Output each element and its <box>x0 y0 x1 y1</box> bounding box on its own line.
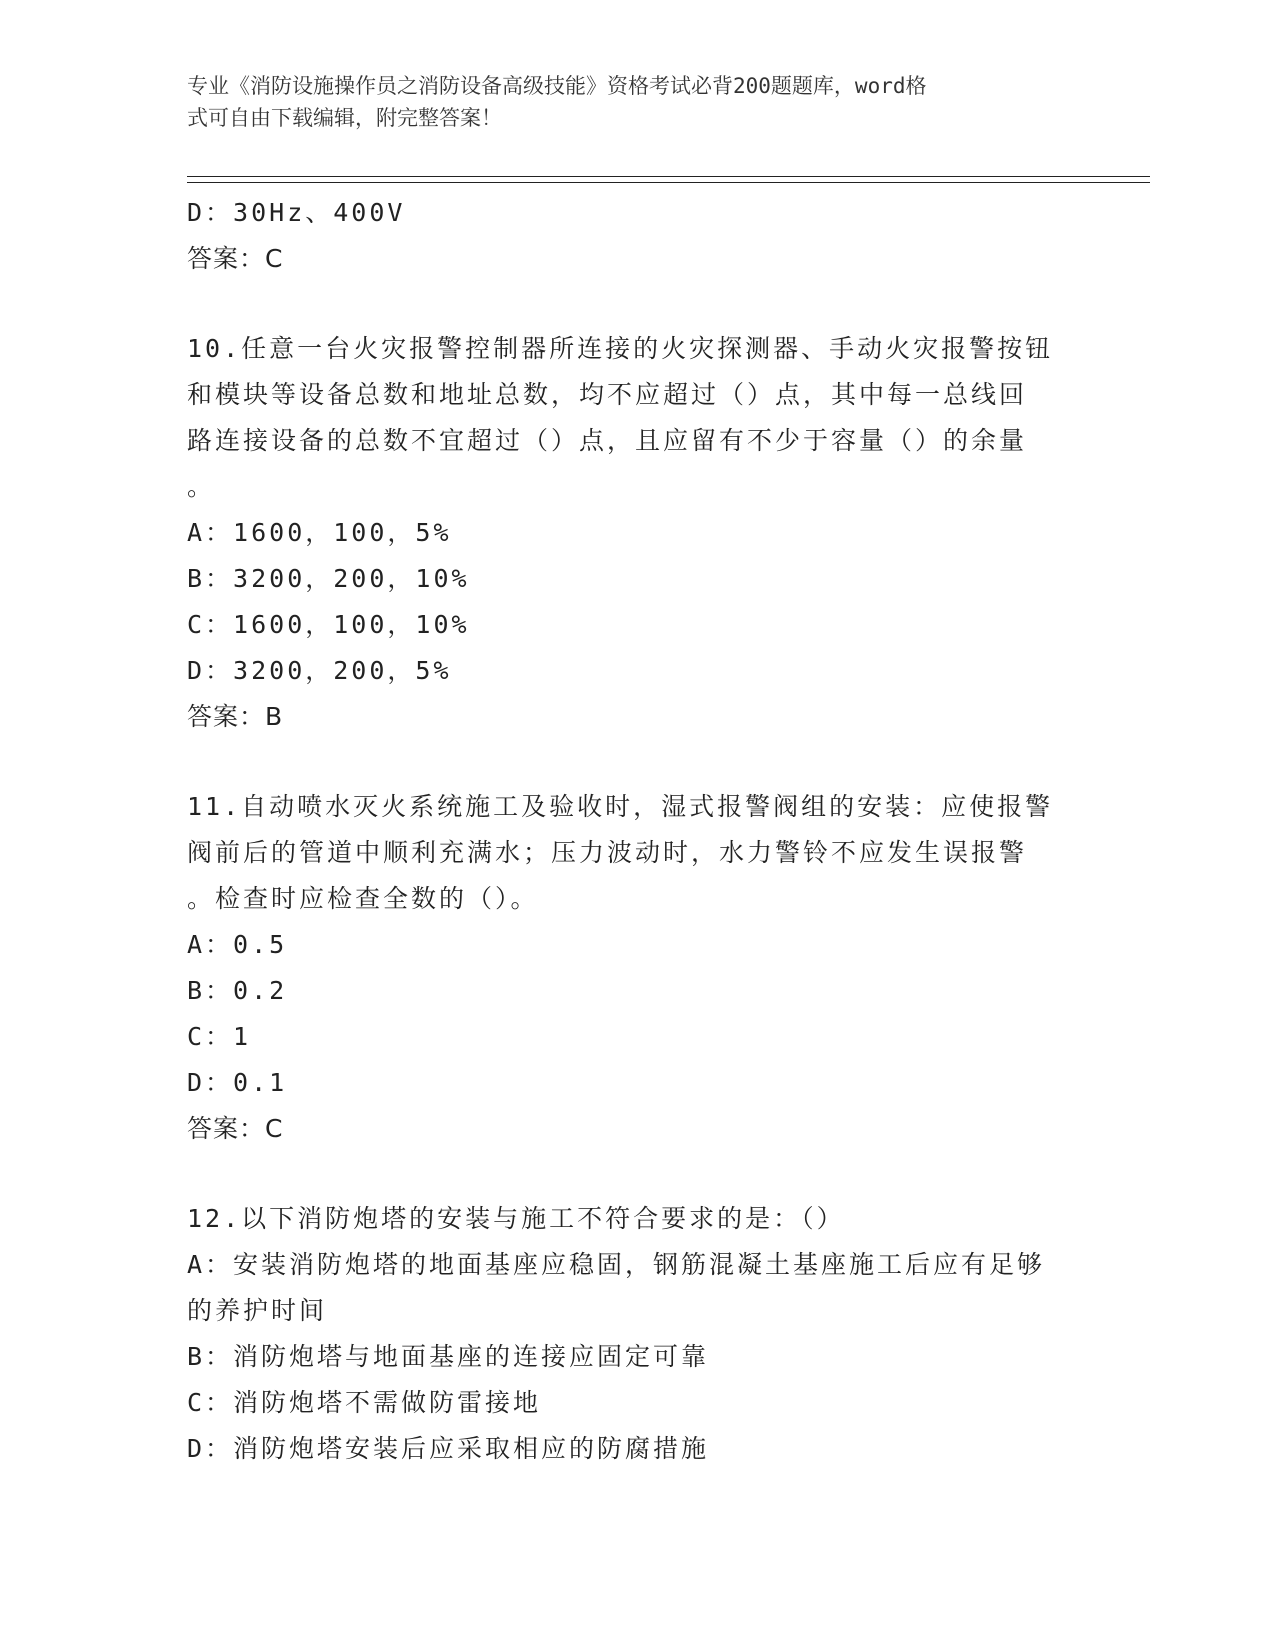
answer: 答案：C <box>187 1114 284 1143</box>
spacer <box>187 1152 1067 1196</box>
option-b: B：消防炮塔与地面基座的连接应固定可靠 <box>187 1342 710 1371</box>
question-text-line: 。检查时应检查全数的（）。 <box>187 884 539 913</box>
option-d: D：3200，200，5% <box>187 656 452 685</box>
document-header <box>187 70 1067 134</box>
option-a: A：0.5 <box>187 930 288 959</box>
option-a-continued: 的养护时间 <box>187 1296 328 1325</box>
option-a: A：1600，100，5% <box>187 518 452 547</box>
question-text-line: 11.自动喷水灭火系统施工及验收时，湿式报警阀组的安装：应使报警 <box>187 792 1054 821</box>
option-c: C：消防炮塔不需做防雷接地 <box>187 1388 542 1417</box>
question-text-line: 12.以下消防炮塔的安装与施工不符合要求的是：（） <box>187 1204 845 1233</box>
option-b: B：0.2 <box>187 976 288 1005</box>
header-rule-bottom <box>187 182 1150 183</box>
option-d: D：消防炮塔安装后应采取相应的防腐措施 <box>187 1434 710 1463</box>
question-text-line: 和模块等设备总数和地址总数，均不应超过（）点，其中每一总线回 <box>187 380 1028 409</box>
question-12 <box>187 1196 1067 1472</box>
option-b: B：3200，200，10% <box>187 564 470 593</box>
question-text-line: 路连接设备的总数不宜超过（）点，且应留有不少于容量（）的余量 <box>187 426 1028 455</box>
question-11 <box>187 784 1067 1152</box>
option-d: D：0.1 <box>187 1068 288 1097</box>
question-text-line: 10.任意一台火灾报警控制器所连接的火灾探测器、手动火灾报警按钮 <box>187 334 1054 363</box>
previous-question-tail <box>187 190 1067 282</box>
option-c: C：1600，100，10% <box>187 610 470 639</box>
question-text-line: 阀前后的管道中顺利充满水；压力波动时，水力警铃不应发生误报警 <box>187 838 1028 867</box>
header-rule-top <box>187 176 1150 177</box>
option-c: C：1 <box>187 1022 252 1051</box>
question-10 <box>187 326 1067 740</box>
question-text-line: 。 <box>187 472 216 501</box>
header-line-2: 式可自由下载编辑，附完整答案！ <box>187 106 502 130</box>
spacer <box>187 740 1067 784</box>
answer: 答案：B <box>187 702 284 731</box>
spacer <box>187 282 1067 326</box>
answer: 答案：C <box>187 244 284 273</box>
option-a: A：安装消防炮塔的地面基座应稳固，钢筋混凝土基座施工后应有足够 <box>187 1250 1046 1279</box>
document-body <box>187 190 1067 1472</box>
option-d: D：30Hz、400V <box>187 198 406 227</box>
header-line-1: 专业《消防设施操作员之消防设备高级技能》资格考试必背200题题库，word格 <box>187 74 927 98</box>
